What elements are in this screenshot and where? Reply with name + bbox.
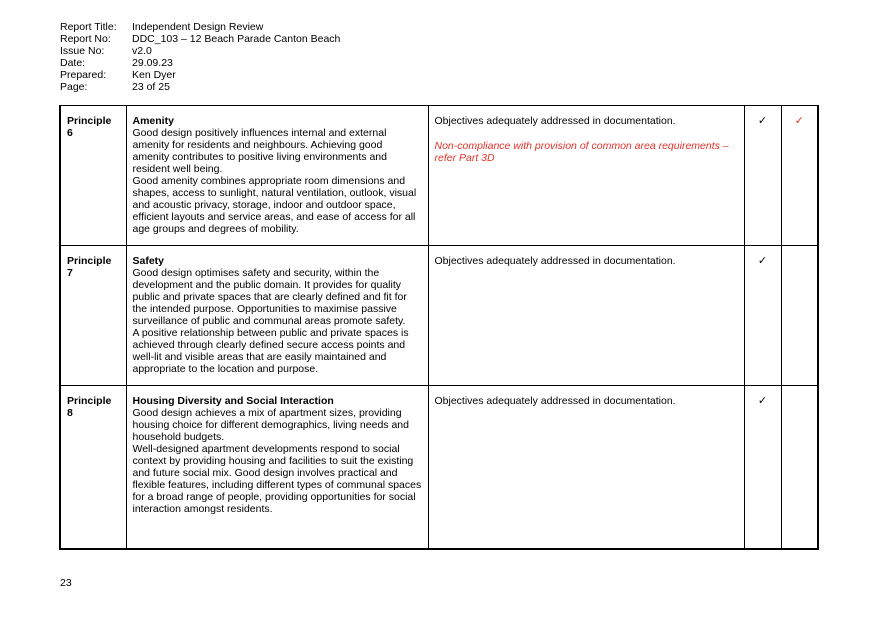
principle-comment-cell [428,246,744,386]
header-label: Date: [60,57,86,69]
header-label: Page: [60,81,88,93]
principle-description [126,386,428,550]
checkmark-icon: ✓ [757,254,768,267]
principle-comment: Objectives adequately addressed in documentation. [434,395,676,407]
principle-comment-cell [428,386,744,550]
principles-table [59,105,819,550]
principle-description [126,246,428,386]
header-value: 29.09.23 [132,57,173,69]
principle-row [60,246,818,386]
header-row-date [60,57,340,69]
header-value: DDC_103 – 12 Beach Parade Canton Beach [132,33,341,45]
non-compliance-check-cell [781,386,818,550]
principle-comment-cell [428,106,744,246]
principle-title: Amenity [132,115,174,127]
checkmark-icon: ✓ [757,114,768,127]
header-row-page [60,81,340,93]
principle-description [126,106,428,246]
header-row-issue-no [60,45,340,57]
principle-name: Principle 7 [60,246,126,386]
header-row-prepared [60,69,340,81]
non-compliance-check-cell [781,106,818,246]
principle-row [60,386,818,550]
principle-paragraph: Well-designed apartment developments respond to social context by providing housing and facilities to suit the existing and future social mix. Good design involves practical and flexible features, including different types of communal spaces for a broad range of people, providing opportunities for social interaction amongst residents. [132,443,422,515]
header-value: 23 of 25 [132,81,170,93]
header-label: Report No: [60,33,111,45]
principle-comment: Objectives adequately addressed in documentation. [434,115,676,127]
principle-paragraph: A positive relationship between public and private spaces is achieved through clearly defined secure access points and well-lit and visible areas that are easily maintained and appropriate to the location and purpose. [132,327,409,375]
principle-paragraph: Good design optimises safety and security, within the development and the public domain. It provides for quality public and private spaces that are clearly defined and fit for the intended purpose. Opportunities to maximise passive surveillance of public and communal areas promote safety. [132,267,407,327]
report-header [60,21,340,93]
principle-paragraph: Good design positively influences internal and external amenity for residents and neighbours. Achieving good amenity contributes to positive living environments and resident well being. [132,127,387,175]
header-label: Report Title: [60,21,117,33]
principle-name: Principle 6 [60,106,126,246]
compliance-check-cell [744,106,781,246]
principle-comment: Objectives adequately addressed in documentation. [434,255,676,267]
header-value: v2.0 [132,45,152,57]
header-label: Prepared: [60,69,107,81]
header-row-report-no [60,33,340,45]
non-compliance-check-cell [781,246,818,386]
principle-title: Safety [132,255,165,267]
header-value: Ken Dyer [132,69,176,81]
checkmark-icon: ✓ [757,394,768,407]
principle-name: Principle 8 [60,386,126,550]
header-row-title [60,21,340,33]
compliance-check-cell [744,246,781,386]
principle-row [60,106,818,246]
principle-paragraph: Good design achieves a mix of apartment sizes, providing housing choice for different demographics, living needs and household budgets. [132,407,409,443]
header-value: Independent Design Review [132,21,264,33]
page-number: 23 [60,577,72,589]
principle-paragraph: Good amenity combines appropriate room dimensions and shapes, access to sunlight, natural ventilation, outlook, visual and acoustic privacy, storage, indoor and outdoor space, efficient layouts and service areas, and ease of access for all age groups and degrees of mobility. [132,175,417,235]
compliance-check-cell [744,386,781,550]
red-checkmark-icon: ✓ [794,114,804,127]
header-label: Issue No: [60,45,105,57]
principle-title: Housing Diversity and Social Interaction [132,395,334,407]
non-compliance-note: Non-compliance with provision of common area requirements – refer Part 3D [434,140,729,164]
